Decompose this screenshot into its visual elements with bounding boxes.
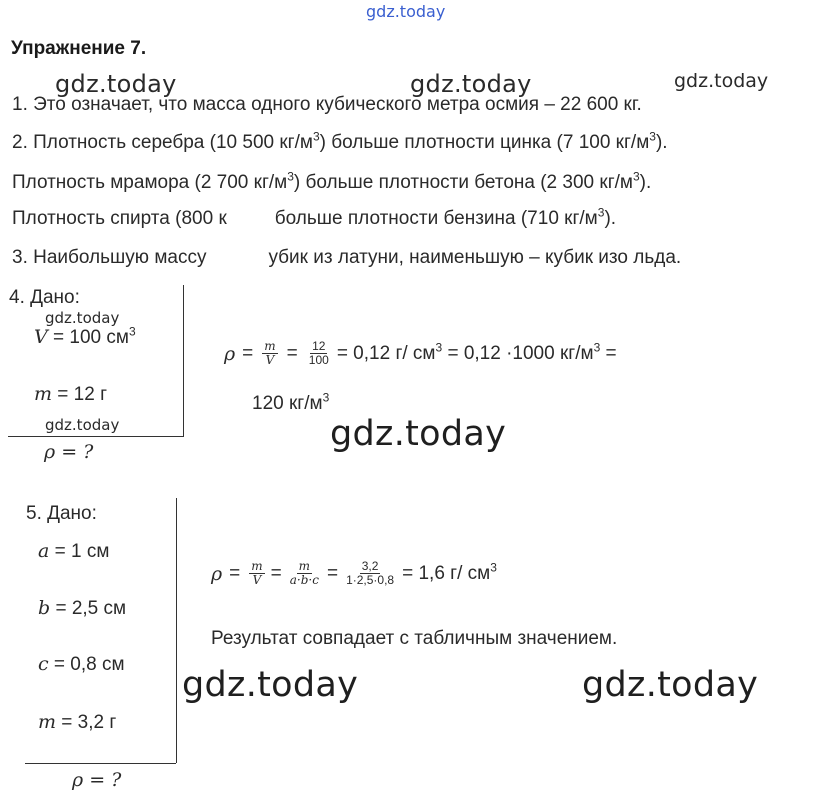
watermark-line-b: gdz.today (410, 70, 532, 98)
task4-given-divider (183, 285, 184, 436)
task5-given-c: c = 0,8 см (38, 653, 125, 675)
task5-given-b: b = 2,5 см (38, 597, 127, 619)
task4-fraction-values: $\frac{12}{100}$ (308, 339, 329, 367)
task4-find: ρ = ? (44, 441, 94, 463)
task5-find: ρ = ? (72, 769, 122, 791)
task4-given-mass: m = 12 г (34, 383, 108, 405)
answer-alcohol: Плотность спирта (800 к больше плотности бензина (710 $кг/м^3$). (12, 205, 617, 229)
task5-formula: ρ = $\frac{m}{V}$ = $\frac{m}{a\cdot b\cdot c}$ = $\frac{3,2}{1\cdot 2,5\cdot 0,8}$ = 1,6 г/ $см^3$ (211, 559, 497, 587)
watermark-top: gdz.today (366, 2, 446, 21)
task5-given-divider (176, 498, 177, 763)
watermark-line-a: gdz.today (55, 70, 177, 98)
task5-conclusion: Результат совпадает с табличным значением. (211, 628, 618, 649)
watermark-bottom-right: gdz.today (582, 665, 759, 705)
task4-formula: ρ = $\frac{m}{V}$ = $\frac{12}{100}$ = 0,12 г/ $см^3 = 0,12 \cdot 1000$ $кг/м^3$ = (224, 339, 617, 367)
task4-result: 120 $кг/м^3$ (252, 390, 330, 414)
watermark-bottom-left: gdz.today (182, 665, 359, 705)
task5-given-a: a = 1 см (38, 540, 110, 562)
answer-q3: 3. Наибольшую массу убик из латуни, наименьшую – кубик изо льда. (12, 247, 682, 268)
answer-q1: 1. Это означает, что масса одного кубического метра осмия – 22 600 кг. (12, 94, 642, 115)
task4-heading: 4. Дано: (9, 287, 80, 308)
task5-fraction-abc: $\frac{m}{a\cdot b\cdot c}$ (289, 559, 319, 587)
page-title: Упражнение 7. (11, 38, 147, 59)
task5-fraction-values: $\frac{3,2}{1\cdot 2,5\cdot 0,8}$ (346, 559, 395, 587)
task4-given-underline (8, 436, 184, 437)
watermark-line-c: gdz.today (674, 70, 769, 92)
task5-given-mass: m = 3,2 г (38, 711, 117, 733)
answer-q2: 2. Плотность серебра (10 500 $кг/м^3$) больше плотности цинка (7 100 $кг/м^3$). (12, 129, 668, 153)
task4-given-volume: V = 100 $см^3$ (34, 324, 136, 348)
watermark-given4-b: gdz.today (45, 416, 120, 434)
watermark-center: gdz.today (330, 414, 507, 454)
task4-fraction-mv: $\frac{m}{V}$ (264, 339, 276, 367)
task5-fraction-mv: $\frac{m}{V}$ (251, 559, 263, 587)
answer-marble: Плотность мрамора (2 700 $кг/м^3$) больше плотности бетона (2 300 $кг/м^3$). (12, 169, 652, 193)
watermark-given4-a: gdz.today (45, 309, 120, 327)
task5-given-underline (25, 763, 176, 764)
task5-heading: 5. Дано: (26, 503, 97, 524)
